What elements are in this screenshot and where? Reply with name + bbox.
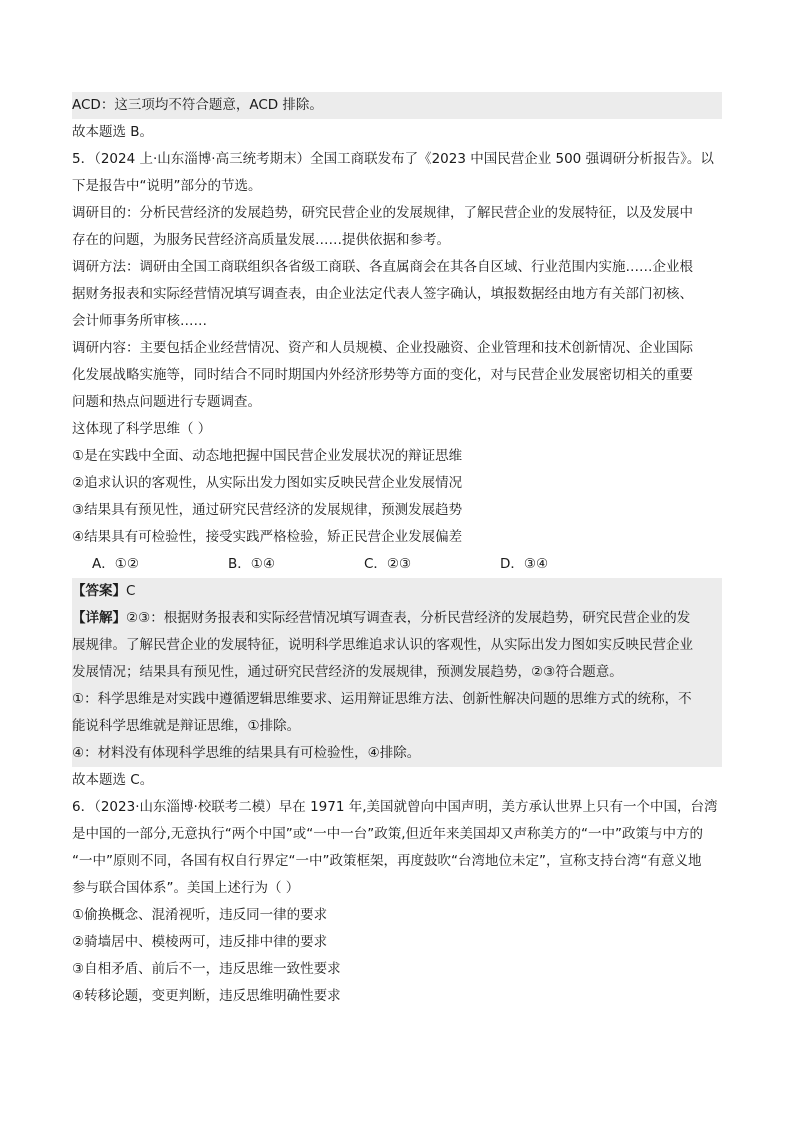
detail-text: ②③：根据财务报表和实际经营情况填写调查表，分析民营经济的发展趋势，研究民营企业的发 [126, 610, 691, 626]
q6-stem-line: 6．（2023·山东淄博·校联考二模）早在 1971 年,美国就曾向中国声明，美方承认世界上只有一个中国，台湾 [72, 799, 718, 815]
q5-statement-3: ③结果具有预见性，通过研究民营经济的发展规律，预测发展趋势 [72, 502, 463, 518]
q5-statement-4: ④结果具有可检验性，接受实践严格检验，矫正民营企业发展偏差 [72, 529, 463, 545]
answer-value: C [126, 583, 136, 599]
q5-detail-line: ①：科学思维是对实践中遵循逻辑思维要求、运用辩证思维方法、创新性解决问题的思维方式的统称，不 [72, 686, 722, 713]
q6-statement-1: ①偷换概念、混淆视听，违反同一律的要求 [72, 907, 328, 923]
option-d: D．③④ [500, 556, 549, 572]
q5-detail-line [72, 605, 722, 632]
q4-analysis-line: ACD：这三项均不符合题意，ACD 排除。 [72, 92, 722, 119]
q5-material-line: 调研目的：分析民营经济的发展趋势，研究民营企业的发展规律，了解民营企业的发展特征，以及发展中 [72, 205, 693, 221]
q5-statement-1: ①是在实践中全面、动态地把握中国民营企业发展状况的辩证思维 [72, 448, 463, 464]
question-6 [72, 794, 722, 1010]
q5-detail-line: 能说科学思维就是辩证思维，①排除。 [72, 713, 722, 740]
q5-stem-line: 下是报告中“说明”部分的节选。 [72, 178, 262, 194]
q5-material-line: 问题和热点问题进行专题调查。 [72, 394, 261, 410]
option-a: A．①② [92, 556, 139, 572]
answer-tag: 【答案】 [72, 583, 126, 599]
q5-material-line: 化发展战略实施等，同时结合不同时期国内外经济形势等方面的变化，对与民营企业发展密切相关的重要 [72, 367, 693, 383]
q5-detail-line: 发展情况；结果具有预见性，通过研究民营经济的发展规律，预测发展趋势，②③符合题意。 [72, 659, 722, 686]
q6-statement-2: ②骑墙居中、模棱两可，违反排中律的要求 [72, 934, 328, 950]
q5-options [72, 551, 722, 578]
q5-stem-line: 5．（2024 上·山东淄博·高三统考期末）全国工商联发布了《2023 中国民营企业 500 强调研分析报告》。以 [72, 151, 714, 167]
question-5 [72, 146, 722, 794]
q5-detail-line: 展规律。了解民营企业的发展特征，说明科学思维追求认识的客观性，从实际出发力图如实反映民营企业 [72, 632, 722, 659]
q6-question-line: 参与联合国体系”。美国上述行为（ ） [72, 880, 300, 896]
q5-answer [72, 578, 722, 605]
detail-tag: 【详解】 [72, 610, 126, 626]
option-b: B．①④ [228, 556, 275, 572]
page-content [72, 92, 722, 1010]
q5-material-line: 会计师事务所审核…… [72, 313, 207, 329]
q5-material-line: 据财务报表和实际经营情况填写调查表，由企业法定代表人签字确认，填报数据经由地方有关部门初核、 [72, 286, 693, 302]
q6-statement-3: ③自相矛盾、前后不一，违反思维一致性要求 [72, 961, 341, 977]
q5-conclusion-line: 故本题选 C。 [72, 772, 154, 788]
q6-statement-4: ④转移论题，变更判断，违反思维明确性要求 [72, 988, 341, 1004]
q5-detail-line: ④：材料没有体现科学思维的结果具有可检验性，④排除。 [72, 740, 722, 767]
q4-conclusion-line: 故本题选 B。 [72, 124, 154, 140]
q5-material-line: 存在的问题，为服务民营经济高质量发展……提供依据和参考。 [72, 232, 450, 248]
q6-stem-line: “一中”原则不同，各国有权自行界定“一中”政策框架，再度鼓吹“台湾地位未定”，宣称支持台湾“有意义地 [72, 853, 702, 869]
q5-material-line: 调研方法：调研由全国工商联组织各省级工商联、各直属商会在其各自区域、行业范围内实施……企业根 [72, 259, 693, 275]
q5-material-line: 调研内容：主要包括企业经营情况、资产和人员规模、企业投融资、企业管理和技术创新情况、企业国际 [72, 340, 693, 356]
q5-statement-2: ②追求认识的客观性，从实际出发力图如实反映民营企业发展情况 [72, 475, 463, 491]
q5-question-line: 这体现了科学思维（ ） [72, 421, 212, 437]
option-c: C．②③ [364, 556, 412, 572]
q6-stem-line: 是中国的一部分,无意执行“两个中国”或“一中一台”政策,但近年来美国却又声称美方的“一中”政策与中方的 [72, 826, 704, 842]
